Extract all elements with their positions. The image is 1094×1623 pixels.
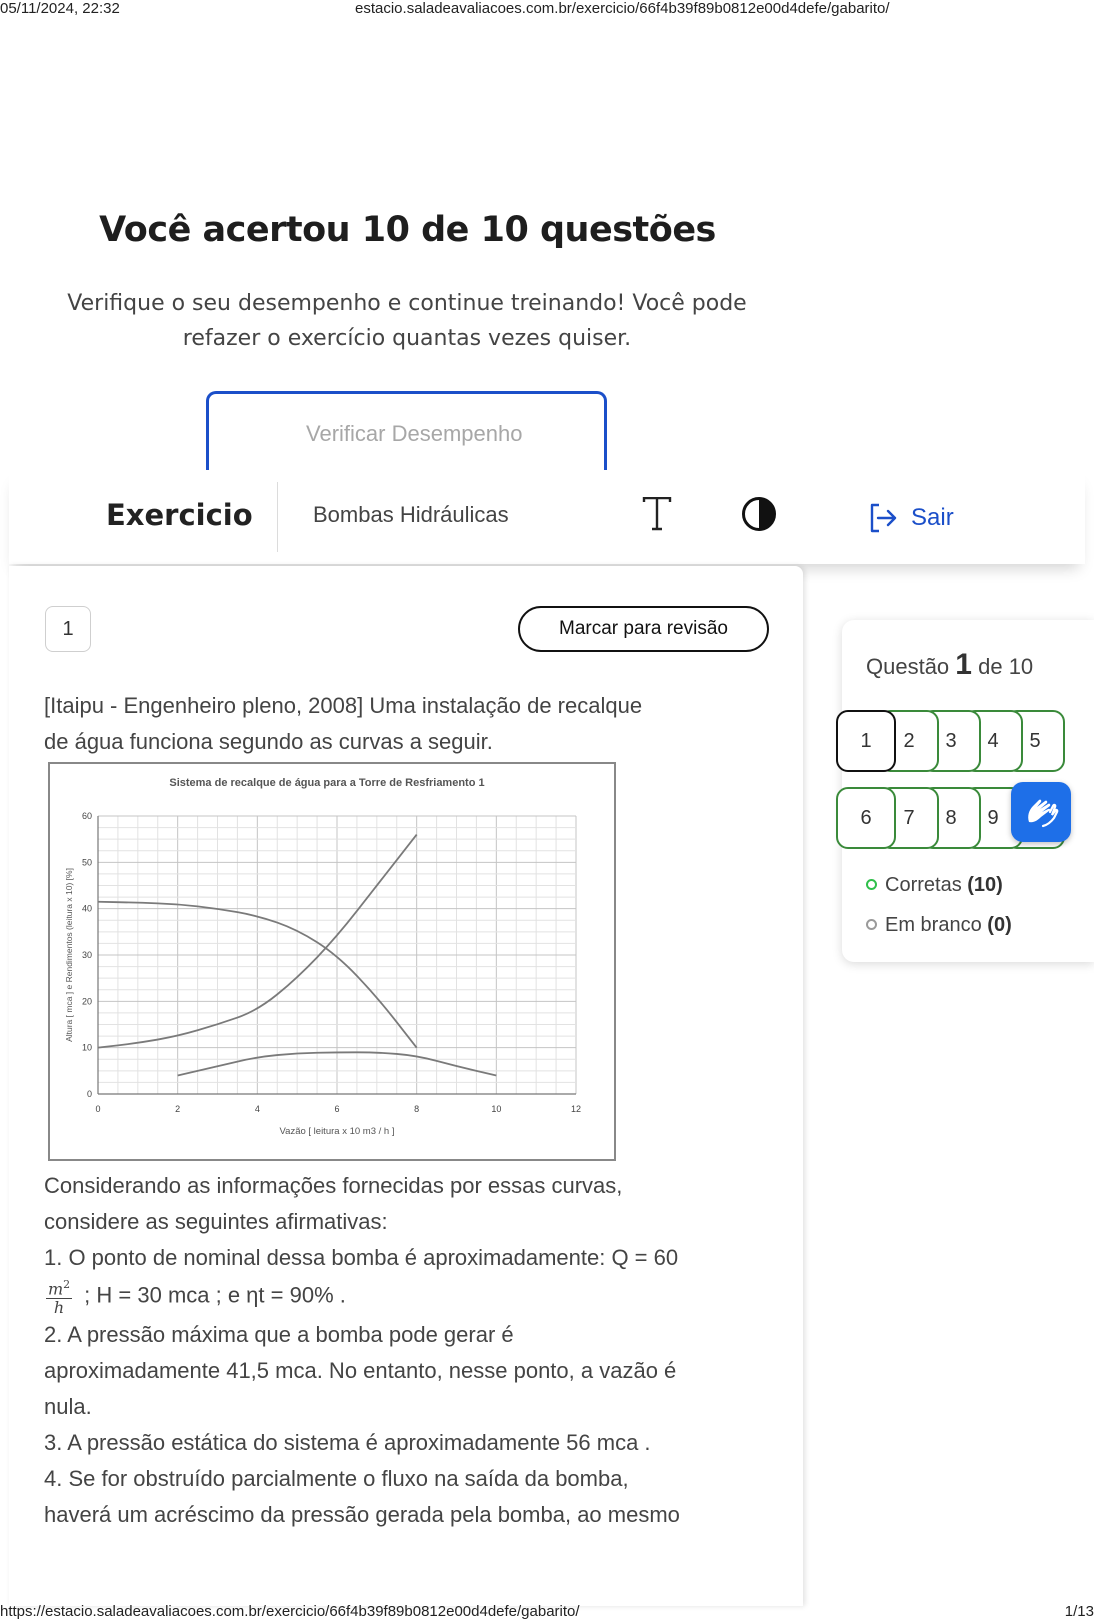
- print-page-number: 1/13: [1064, 1603, 1094, 1620]
- text-size-button[interactable]: [635, 492, 679, 536]
- statements-line2: considere as seguintes afirmativas:: [44, 1209, 388, 1234]
- mark-for-review-button[interactable]: Marcar para revisão: [518, 606, 769, 652]
- chart-y-tick-label: 30: [81, 950, 92, 960]
- unit-num-text: m: [48, 1279, 64, 1299]
- chart-x-label: Vazão [ leitura x 10 m3 / h ]: [279, 1126, 395, 1137]
- blank-label: Em branco: [885, 914, 982, 936]
- unit-exponent: 2: [63, 1278, 71, 1291]
- print-header-url: estacio.saladeavaliacoes.com.br/exercicio/66f4b39f89b0812e00d4defe/gabarito/: [355, 0, 890, 17]
- statement-2-line1: 2. A pressão máxima que a bomba pode gerar é: [44, 1322, 514, 1348]
- verify-performance-button[interactable]: Verificar Desempenho: [206, 391, 607, 471]
- vlibras-button[interactable]: [1011, 782, 1071, 842]
- legend-correct: [866, 874, 1003, 897]
- chart-x-tick-label: 10: [491, 1104, 502, 1114]
- contrast-button[interactable]: [737, 492, 781, 536]
- chart-y-tick-label: 40: [81, 903, 92, 914]
- statement-3: 3. A pressão estática do sistema é aproximadamente 56 mca .: [44, 1430, 651, 1456]
- result-title: Você acertou 10 de 10 questões: [99, 210, 716, 250]
- exercise-brand: Exercicio: [106, 498, 253, 532]
- blank-dot-icon: [866, 919, 877, 930]
- chart-x-tick-label: 4: [254, 1104, 260, 1114]
- question-intro-line2: de água funciona segundo as curvas a seguir.: [44, 729, 493, 754]
- unit-numerator: [46, 1276, 72, 1299]
- chart-x-tick-label: 8: [414, 1104, 420, 1114]
- chart-y-tick-label: 0: [86, 1089, 92, 1099]
- counter-current: 1: [955, 648, 972, 681]
- statements-line1: Considerando as informações fornecidas por essas curvas,: [44, 1173, 623, 1198]
- chart-y-tick-label: 60: [81, 811, 92, 821]
- statement-2-line2: aproximadamente 41,5 mca. No entanto, nesse ponto, a vazão é: [44, 1358, 677, 1384]
- legend-blank: [866, 914, 1012, 937]
- text-size-icon: [642, 497, 672, 531]
- question-intro: [44, 688, 774, 760]
- question-button-6[interactable]: 6: [836, 787, 896, 849]
- chart-svg: [50, 764, 614, 1159]
- question-button-5[interactable]: 5: [1005, 710, 1065, 772]
- statement-1a: 1. O ponto de nominal dessa bomba é aproximadamente: Q = 60: [44, 1245, 679, 1270]
- correct-label: Corretas: [885, 874, 962, 896]
- chart-x-tick-label: 12: [570, 1104, 582, 1114]
- question-button-2[interactable]: 2: [879, 710, 939, 772]
- statement-4-line2: haverá um acréscimo da pressão gerada pela bomba, ao mesmo: [44, 1502, 680, 1528]
- correct-count: (10): [967, 874, 1003, 896]
- exercise-topbar: [9, 470, 1085, 564]
- print-header: [0, 0, 1094, 20]
- exit-icon: [867, 502, 899, 534]
- contrast-icon: [741, 496, 777, 532]
- question-button-7[interactable]: 7: [879, 787, 939, 849]
- question-button-9[interactable]: 9: [963, 787, 1023, 849]
- exit-button[interactable]: [867, 498, 954, 538]
- counter-suffix: de 10: [978, 654, 1034, 679]
- unit-denominator: h: [53, 1298, 65, 1318]
- question-intro-line1: [Itaipu - Engenheiro pleno, 2008] Uma instalação de recalque: [44, 693, 643, 718]
- statement-1b-text: ; H = 30 mca ; e ηt = 90% .: [84, 1282, 346, 1308]
- blank-count: (0): [987, 914, 1012, 936]
- question-statements: [44, 1168, 774, 1533]
- print-footer-url: https://estacio.saladeavaliacoes.com.br/exercicio/66f4b39f89b0812e00d4defe/gabarito/: [0, 1603, 580, 1620]
- print-footer: [0, 1603, 1094, 1623]
- exercise-subject: Bombas Hidráulicas: [313, 502, 509, 527]
- chart-x-tick-label: 2: [175, 1104, 181, 1114]
- chart-y-tick-label: 50: [81, 857, 92, 868]
- statement-4-line1: 4. Se for obstruído parcialmente o fluxo na saída da bomba,: [44, 1466, 629, 1492]
- chart-y-label: Altura [ mca ] e Rendimentos (leitura x 10) [%]: [64, 868, 74, 1042]
- unit-fraction: [46, 1276, 72, 1317]
- question-button-3[interactable]: 3: [921, 710, 981, 772]
- topbar-divider: [277, 482, 278, 552]
- chart-x-tick-label: 0: [95, 1104, 101, 1114]
- print-datetime: 05/11/2024, 22:32: [0, 0, 120, 17]
- sign-language-icon: [1021, 792, 1061, 832]
- question-counter: [866, 648, 1033, 682]
- chart-x-tick-label: 6: [334, 1104, 340, 1114]
- question-button-8[interactable]: 8: [921, 787, 981, 849]
- chart-y-tick-label: 20: [81, 996, 92, 1007]
- correct-dot-icon: [866, 879, 877, 890]
- question-button-4[interactable]: 4: [963, 710, 1023, 772]
- question-button-1[interactable]: 1: [836, 710, 896, 772]
- statement-1b: [44, 1276, 774, 1317]
- exit-label: Sair: [911, 504, 954, 531]
- question-number: 1: [45, 606, 91, 652]
- pump-curve-chart: [48, 762, 616, 1161]
- chart-title: Sistema de recalque de água para a Torre de Resfriamento 1: [169, 777, 485, 789]
- statement-2-line3: nula.: [44, 1394, 92, 1420]
- result-subtitle-line2: refazer o exercício quantas vezes quiser.: [182, 326, 632, 351]
- result-subtitle-line1: Verifique o seu desempenho e continue treinando! Você pode: [67, 291, 747, 316]
- result-subtitle: [52, 286, 762, 356]
- counter-prefix: Questão: [866, 654, 950, 679]
- chart-y-tick-label: 10: [81, 1042, 92, 1053]
